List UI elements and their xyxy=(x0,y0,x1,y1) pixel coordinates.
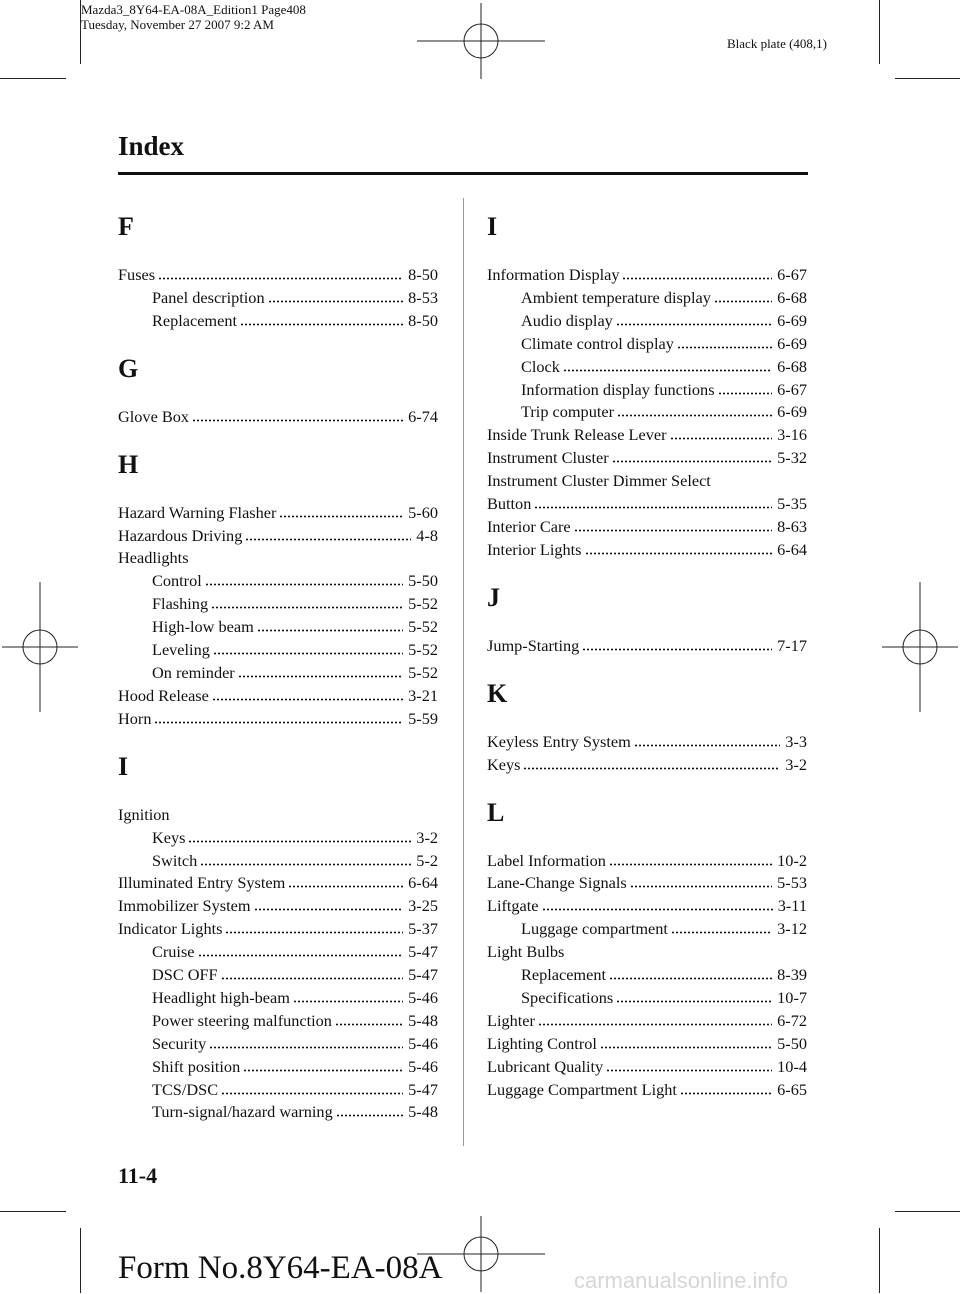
entry-term: Shift position xyxy=(152,1056,241,1076)
registration-mark-right xyxy=(882,582,958,712)
index-section xyxy=(118,450,438,731)
crop-mark xyxy=(895,1211,960,1212)
entry-term: Glove Box xyxy=(118,406,189,426)
entry-term: Ignition xyxy=(118,804,170,824)
entry-page: 5-52 xyxy=(408,594,438,614)
entry-term: On reminder xyxy=(152,662,235,682)
entry-term: TCS/DSC xyxy=(152,1079,219,1099)
plate-label: Black plate (408,1) xyxy=(727,36,827,51)
index-entry xyxy=(487,872,807,895)
entry-term: Hood Release xyxy=(118,685,209,705)
dot-leader xyxy=(211,599,403,609)
index-entry xyxy=(487,264,807,287)
dot-leader xyxy=(574,522,773,532)
dot-leader xyxy=(616,993,772,1003)
registration-mark-left xyxy=(2,582,78,712)
dot-leader xyxy=(609,970,772,980)
dot-leader xyxy=(200,856,411,866)
index-subentry xyxy=(118,1056,438,1079)
index-entry xyxy=(118,895,438,918)
entry-term: Climate control display xyxy=(521,333,674,353)
dot-leader xyxy=(221,1085,403,1095)
entry-term: Leveling xyxy=(152,640,210,660)
entry-term: Security xyxy=(152,1033,207,1053)
entry-page: 8-50 xyxy=(408,265,438,284)
section-letter: G xyxy=(118,353,139,383)
dot-leader xyxy=(585,545,773,555)
entry-term: Ambient temperature display xyxy=(521,287,711,307)
index-subentry xyxy=(487,987,807,1010)
entry-page: 5-50 xyxy=(777,1033,807,1053)
entry-term: Control xyxy=(152,571,202,591)
crop-mark xyxy=(80,1228,81,1293)
entry-term: Luggage compartment xyxy=(521,919,668,939)
index-entry xyxy=(118,918,438,941)
entry-page: 6-64 xyxy=(777,539,807,559)
dot-leader xyxy=(336,1107,403,1117)
entry-term: Specifications xyxy=(521,987,614,1007)
entry-page: 3-2 xyxy=(785,754,807,774)
entry-page: 5-35 xyxy=(777,494,807,514)
dot-leader xyxy=(617,407,772,417)
dot-leader xyxy=(254,901,404,911)
entry-page: 8-50 xyxy=(408,310,438,330)
entry-page: 5-53 xyxy=(777,873,807,893)
entry-term: Clock xyxy=(521,356,560,376)
entry-page: 5-48 xyxy=(408,1010,438,1030)
entry-page: 6-67 xyxy=(777,265,807,284)
dot-leader xyxy=(268,293,404,303)
entry-page: 8-63 xyxy=(777,516,807,536)
index-entry xyxy=(487,470,807,493)
entry-page: 6-67 xyxy=(777,379,807,399)
entry-page: 10-7 xyxy=(777,987,807,1007)
index-section xyxy=(487,798,807,1102)
crop-mark xyxy=(0,1211,66,1212)
entry-page: 5-46 xyxy=(408,1056,438,1076)
dot-leader xyxy=(714,293,772,303)
dot-leader xyxy=(538,1016,772,1026)
index-entry xyxy=(487,1056,807,1079)
index-entry xyxy=(487,1010,807,1033)
dot-leader xyxy=(622,270,772,280)
dot-leader xyxy=(209,1039,403,1049)
entry-term: Luggage Compartment Light xyxy=(487,1079,677,1099)
entry-term: Lane-Change Signals xyxy=(487,873,627,893)
section-letter: K xyxy=(487,678,508,708)
dot-leader xyxy=(718,385,773,395)
dot-leader xyxy=(582,641,772,651)
index-subentry xyxy=(118,827,438,850)
entry-term: Interior Care xyxy=(487,516,571,536)
entry-page: 6-69 xyxy=(777,310,807,330)
entry-page: 5-47 xyxy=(408,942,438,962)
dot-leader xyxy=(213,645,403,655)
index-subentry xyxy=(118,616,438,639)
entry-term: Keys xyxy=(487,754,521,774)
entry-term: Illuminated Entry System xyxy=(118,873,286,893)
index-entry xyxy=(487,424,807,447)
dot-leader xyxy=(192,412,403,422)
dot-leader xyxy=(221,970,404,980)
dot-leader xyxy=(198,947,404,957)
entry-term: Keyless Entry System xyxy=(487,731,631,751)
index-subentry xyxy=(487,379,807,402)
index-section xyxy=(118,752,438,1125)
entry-term: Power steering malfunction xyxy=(152,1010,332,1030)
index-subentry xyxy=(118,850,438,873)
index-section xyxy=(487,212,807,562)
entry-page: 6-68 xyxy=(777,356,807,376)
dot-leader xyxy=(257,622,403,632)
dot-leader xyxy=(600,1039,772,1049)
index-entry xyxy=(118,547,438,570)
index-subentry xyxy=(118,570,438,593)
entry-term: Switch xyxy=(152,850,198,870)
dot-leader xyxy=(616,316,772,326)
dot-leader xyxy=(188,833,411,843)
entry-term: Replacement xyxy=(152,310,237,330)
index-subentry xyxy=(487,918,807,941)
index-entry xyxy=(487,754,807,777)
entry-term: Indicator Lights xyxy=(118,919,223,939)
index-subentry xyxy=(118,1033,438,1056)
dot-leader xyxy=(245,531,411,541)
header-rule xyxy=(118,172,808,175)
entry-term: Information Display xyxy=(487,265,620,284)
entry-term: Fuses xyxy=(118,265,156,284)
index-entry xyxy=(118,502,438,525)
entry-term: DSC OFF xyxy=(152,965,218,985)
watermark: carmanualsonline.info xyxy=(574,1268,789,1293)
entry-term: Button xyxy=(487,494,532,514)
page-number: 11-4 xyxy=(118,1163,158,1188)
index-section xyxy=(487,583,807,658)
index-subentry xyxy=(487,310,807,333)
entry-page: 6-69 xyxy=(777,333,807,353)
index-column-left xyxy=(118,212,438,1145)
index-entry xyxy=(118,685,438,708)
entry-page: 5-2 xyxy=(416,850,438,870)
index-entry xyxy=(487,539,807,562)
index-subentry xyxy=(118,987,438,1010)
entry-page: 6-68 xyxy=(777,287,807,307)
entry-page: 5-52 xyxy=(408,662,438,682)
entry-page: 5-52 xyxy=(408,617,438,637)
entry-term: Jump-Starting xyxy=(487,635,580,655)
crop-mark xyxy=(0,78,66,79)
index-entry xyxy=(118,872,438,895)
entry-page: 3-16 xyxy=(777,425,807,445)
index-subentry xyxy=(118,662,438,685)
crop-mark xyxy=(895,78,960,79)
entry-term: Flashing xyxy=(152,594,209,614)
entry-term: Turn-signal/hazard warning xyxy=(152,1102,333,1122)
dot-leader xyxy=(240,316,403,326)
entry-page: 5-32 xyxy=(777,448,807,468)
section-letter: I xyxy=(487,212,498,241)
entry-term: High-low beam xyxy=(152,617,254,637)
dot-leader xyxy=(293,993,403,1003)
dot-leader xyxy=(680,1085,772,1095)
index-subentry xyxy=(487,964,807,987)
dot-leader xyxy=(212,691,403,701)
dot-leader xyxy=(154,714,403,724)
index-entry xyxy=(487,516,807,539)
column-divider xyxy=(463,198,464,1146)
index-entry xyxy=(487,635,807,658)
entry-term: Light Bulbs xyxy=(487,942,565,962)
index-subentry xyxy=(118,593,438,616)
section-letter: L xyxy=(487,797,505,827)
index-entry xyxy=(118,804,438,827)
entry-term: Inside Trunk Release Lever xyxy=(487,425,667,445)
dot-leader xyxy=(225,924,403,934)
index-entry xyxy=(487,1033,807,1056)
index-entry xyxy=(487,731,807,754)
dot-leader xyxy=(609,856,772,866)
index-entry xyxy=(118,708,438,731)
entry-term: Instrument Cluster xyxy=(487,448,609,468)
entry-term: Replacement xyxy=(521,965,606,985)
index-entry xyxy=(118,406,438,429)
entry-page: 5-46 xyxy=(408,987,438,1007)
index-entry xyxy=(487,850,807,873)
dot-leader xyxy=(630,878,772,888)
dot-leader xyxy=(243,1062,403,1072)
entry-page: 3-11 xyxy=(777,896,807,916)
entry-term: Audio display xyxy=(521,310,613,330)
entry-page: 5-59 xyxy=(408,708,438,728)
dot-leader xyxy=(670,430,773,440)
entry-term: Label Information xyxy=(487,850,606,870)
entry-page: 5-52 xyxy=(408,640,438,660)
entry-page: 6-69 xyxy=(777,402,807,422)
index-entry xyxy=(487,447,807,470)
index-entry xyxy=(487,895,807,918)
entry-page: 5-60 xyxy=(408,502,438,522)
entry-term: Liftgate xyxy=(487,896,539,916)
entry-term: Cruise xyxy=(152,942,195,962)
section-letter: F xyxy=(118,212,134,241)
index-entry xyxy=(118,525,438,548)
entry-term: Headlights xyxy=(118,548,189,568)
entry-page: 3-2 xyxy=(416,827,438,847)
entry-page: 8-53 xyxy=(408,287,438,307)
dot-leader xyxy=(606,1062,772,1072)
index-subentry xyxy=(118,964,438,987)
dot-leader xyxy=(523,760,780,770)
entry-term: Horn xyxy=(118,708,152,728)
index-section xyxy=(118,212,438,333)
entry-term: Immobilizer System xyxy=(118,896,251,916)
entry-page: 3-21 xyxy=(408,685,438,705)
index-section xyxy=(118,354,438,429)
crop-mark xyxy=(80,0,81,64)
entry-page: 7-17 xyxy=(777,635,807,655)
dot-leader xyxy=(671,924,772,934)
entry-term: Lighting Control xyxy=(487,1033,597,1053)
dot-leader xyxy=(612,453,773,463)
registration-mark-top xyxy=(417,3,545,79)
entry-term: Lighter xyxy=(487,1010,535,1030)
entry-term: Information display functions xyxy=(521,379,715,399)
print-meta-line1: Mazda3_8Y64-EA-08A_Edition1 Page408 xyxy=(81,2,306,17)
entry-page: 6-72 xyxy=(777,1010,807,1030)
dot-leader xyxy=(158,270,403,280)
entry-page: 8-39 xyxy=(777,965,807,985)
index-entry xyxy=(487,493,807,516)
dot-leader xyxy=(542,901,773,911)
entry-page: 3-3 xyxy=(785,731,807,751)
index-subentry xyxy=(487,401,807,424)
entry-page: 6-74 xyxy=(408,406,438,426)
entry-term: Keys xyxy=(152,827,186,847)
index-subentry xyxy=(118,941,438,964)
dot-leader xyxy=(238,668,403,678)
index-entry xyxy=(487,1079,807,1102)
entry-term: Instrument Cluster Dimmer Select xyxy=(487,471,711,491)
index-subentry xyxy=(118,310,438,333)
page-title: Index xyxy=(118,131,185,161)
entry-term: Interior Lights xyxy=(487,539,582,559)
print-meta-line2: Tuesday, November 27 2007 9:2 AM xyxy=(81,17,274,32)
index-subentry xyxy=(118,1010,438,1033)
index-entry xyxy=(487,941,807,964)
entry-page: 3-12 xyxy=(777,919,807,939)
entry-term: Hazard Warning Flasher xyxy=(118,502,277,522)
crop-mark xyxy=(879,0,880,64)
index-subentry xyxy=(487,333,807,356)
entry-page: 10-2 xyxy=(777,850,807,870)
dot-leader xyxy=(634,737,780,747)
dot-leader xyxy=(534,499,772,509)
dot-leader xyxy=(279,508,403,518)
entry-term: Headlight high-beam xyxy=(152,987,290,1007)
entry-page: 3-25 xyxy=(408,896,438,916)
section-letter: I xyxy=(118,751,129,781)
dot-leader xyxy=(205,576,403,586)
entry-term: Hazardous Driving xyxy=(118,525,243,545)
entry-page: 5-48 xyxy=(408,1102,438,1122)
index-subentry xyxy=(118,1101,438,1124)
dot-leader xyxy=(563,362,772,372)
dot-leader xyxy=(288,878,403,888)
section-letter: J xyxy=(487,582,500,612)
index-subentry xyxy=(118,1079,438,1102)
entry-term: Trip computer xyxy=(521,402,615,422)
entry-page: 6-64 xyxy=(408,873,438,893)
crop-mark xyxy=(879,1228,880,1293)
entry-page: 6-65 xyxy=(777,1079,807,1099)
index-section xyxy=(487,679,807,777)
form-number: Form No.8Y64-EA-08A xyxy=(118,1250,443,1286)
entry-term: Panel description xyxy=(152,287,265,307)
dot-leader xyxy=(677,339,772,349)
entry-page: 5-47 xyxy=(408,965,438,985)
entry-page: 5-50 xyxy=(408,571,438,591)
entry-page: 5-37 xyxy=(408,919,438,939)
entry-page: 10-4 xyxy=(777,1056,807,1076)
index-subentry xyxy=(487,287,807,310)
entry-term: Lubricant Quality xyxy=(487,1056,604,1076)
index-subentry xyxy=(118,639,438,662)
index-subentry xyxy=(487,356,807,379)
entry-page: 5-46 xyxy=(408,1033,438,1053)
index-subentry xyxy=(118,287,438,310)
index-entry xyxy=(118,264,438,287)
section-letter: H xyxy=(118,449,139,479)
entry-page: 5-47 xyxy=(408,1079,438,1099)
print-meta xyxy=(81,2,306,32)
entry-page: 4-8 xyxy=(416,525,438,545)
dot-leader xyxy=(335,1016,403,1026)
index-column-right xyxy=(487,212,807,1122)
